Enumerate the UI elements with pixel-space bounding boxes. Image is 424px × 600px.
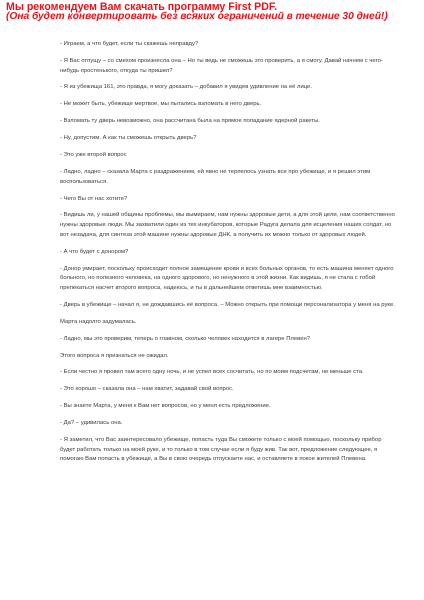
promo-subtitle: (Она будет конвертировать без всяких ограничений в течение 30 дней!)	[6, 11, 388, 22]
paragraph: - Ладно, мы это проверим, теперь о главном, сколько человек находится в лагере Плевен?	[60, 335, 311, 342]
paragraph: - Это уже второй вопрос	[60, 152, 127, 159]
paragraph: - А что будет с донором?	[60, 248, 129, 255]
paragraph: - Видишь ли, у нашей общины проблемы, мы вымираем, нам нужны здоровые дети, а для этой цели, нам соответственно нужны здоровые люди. Мы захватили один из тех инкубаторов, которые Радуга делала для исцеления наших солдат, но вот незадача, для синтеза этой машине нужны здоровые ДНК, а получить их можно только от здоровых людей.	[60, 212, 395, 238]
pdf-promo-banner	[6, 2, 420, 22]
paragraph: - Ладно, ладно – сказала Марта с раздражением, ей явно не терпелось узнать все про убежище, и я решил этим воспользоваться.	[60, 168, 371, 185]
paragraph: - Я из убежища 161, это правда, я могу доказать – добавил я увидев удивление на её лице.	[60, 84, 312, 91]
paragraph: - Не может быть, убежище мертвое, мы пытались взломать в него дверь.	[60, 101, 262, 108]
paragraph: - Ну, допустим. А как ты сможешь открыть дверь?	[60, 135, 197, 142]
paragraph: - Донор умирает, поскольку происходит полное замещение крови и всех больных органов, то есть машина меняет одного больного, но полезного человека, на одного здорового, но ненужного в этой жизни. Как видишь, я не стала с тобой препекаться насчет второго вопроса, надеюсь, и ты в дальнейшем ответишь мне взаимностью.	[60, 265, 394, 292]
paragraph: - Чего Вы от нас хотите?	[60, 195, 128, 202]
paragraph: Этого вопроса я признаться не ожидал.	[60, 352, 169, 359]
paragraph: - Это хорошо – сказала она – нам хватит, задавай свой вопрос.	[60, 386, 234, 393]
document-body	[60, 40, 396, 472]
paragraph: - Играем, а что будет, если ты скажешь неправду?	[60, 41, 199, 47]
paragraph: - Я заметил, что Вас заинтересовало убежище, попасть туда Вы сможете только с моей помощью, поскольку прибор будет работать только на моей руке, и то только в том случае если я буду жив. Так вот, предложение следующее, я помогаю Вам попасть в убежище, а Вы в свою очередь отпускаете нас, и оставляете в покое жителей Плевена.	[60, 437, 382, 463]
paragraph: - Взломать ту дверь невозможно, она рассчитана была на прямое попадание ядерной ракеты.	[60, 118, 320, 125]
paragraph: - Я Вас отпущу – со смехом произнесла она – Но ты ведь не сможешь это проверить, а я смогу. Давай начнем с чего-нибудь простенького, откуда ты пришел?	[60, 57, 383, 74]
promo-title: Мы рекомендуем Вам скачать программу First PDF.	[6, 1, 278, 13]
paragraph: - Дверь в убежище – начал я, не дождавшись её вопроса. – Можно открыть при помощи персонализатора у меня на руке.	[60, 301, 395, 308]
paragraph: - Да? – удивилась она.	[60, 420, 123, 427]
paragraph: - Вы знаете Марта, у меня к Вам нет вопросов, но у меня есть предложение.	[60, 403, 271, 410]
paragraph: Марта надолго задумалась.	[60, 318, 137, 325]
paragraph: - Если честно я провел там всего одну ночь, и не успел всех сосчитать, но по моим подсчетам, не меньше ста.	[60, 369, 364, 376]
